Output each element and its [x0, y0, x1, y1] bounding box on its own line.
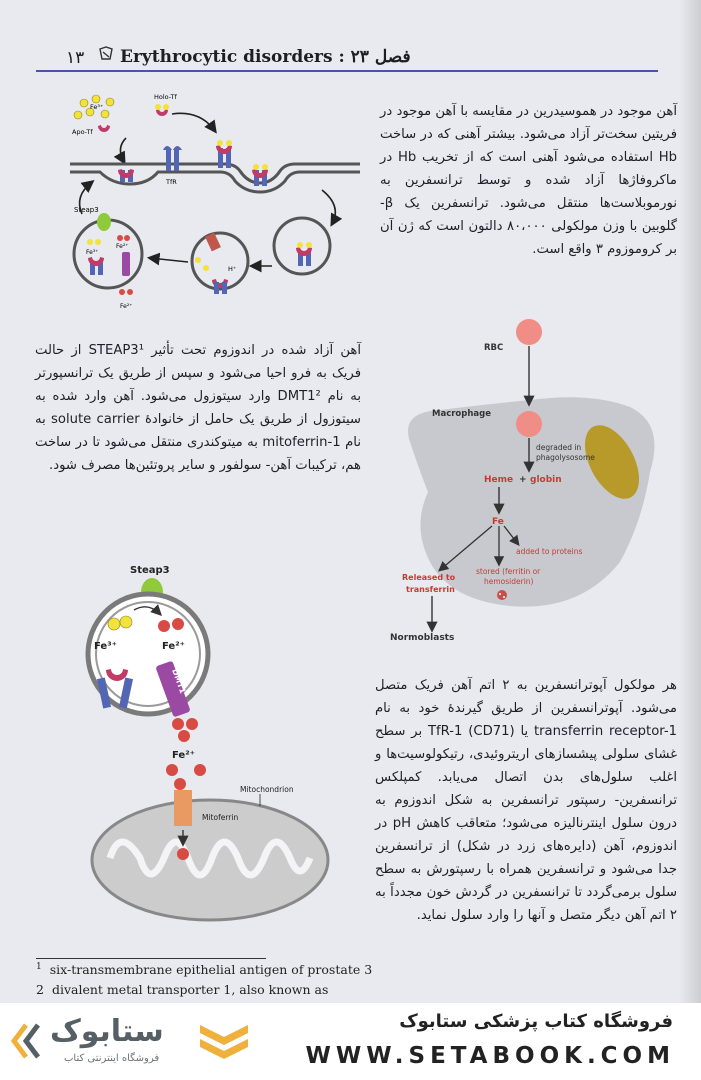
heme-label: Heme — [484, 475, 514, 485]
page-title: Erythrocytic disorders : فصل ۲۳ — [120, 47, 411, 67]
footnote-2 — [36, 982, 328, 997]
stored-label-2: hemosiderin) — [484, 577, 534, 586]
footnote-1-text: six-transmembrane epithelial antigen of prostate 3 — [49, 962, 373, 978]
macrophage-iron-figure — [380, 312, 680, 662]
normoblasts-label: Normoblasts — [390, 633, 455, 643]
mito-bound-iron — [166, 764, 206, 790]
store-banner — [0, 1003, 701, 1080]
holo-tf-icon — [155, 104, 169, 116]
footnote-rule — [36, 958, 266, 959]
cell-membrane-inner — [70, 172, 360, 192]
endosome-fe3-label: Fe³⁺ — [94, 641, 117, 652]
setabook-brand-icon — [8, 1021, 52, 1061]
degraded-label: degraded in — [536, 443, 582, 452]
free-iron-label: Fe³⁺ — [90, 103, 104, 111]
transferrin-cycle-figure — [60, 86, 370, 316]
mitochondrial-import-figure — [60, 558, 370, 928]
footnote-1 — [36, 962, 372, 977]
released-fe2-label: Fe²⁺ — [120, 303, 133, 310]
plus-label: + — [519, 475, 527, 485]
rbc-label: RBC — [484, 343, 504, 353]
footnote-2-number: 2 — [36, 982, 44, 997]
paragraph-transferrin-receptor: هر مولکول آپوترانسفرین به ۲ اتم آهن فریک متصل می‌شود. آپوترانسفرین از طریق گیرندهٔ خود به نام transferrin receptor-1 یا TfR-1 (CD71) بر سطح غشای سلولی پیشسازهای اریتروئیدی، رتیکولوسیت‌ها و اغلب سلول‌های بدن اتصال می‌یابد. کمپلکس ترانسفرین- رسپتور ترانسفرین به شکل اندوزوم به درون سلول اینترنالیزه می‌شود؛ متعاقب کاهش pH در اندوزوم، آهن (دایره‌های زرد در شکل) از ترانسفرین جدا می‌شود و ترانسفرین همراه با رسپتورش به سطح سلول برمی‌گردد تا ترانسفرین در گردش خون مجدداً به ۲ اتم آهن دیگر متصل و آنها را وارد سلول نماید. — [375, 678, 677, 923]
phagocytosed-rbc — [516, 411, 542, 437]
proton-label: H⁺ — [228, 265, 237, 273]
released-ferrous-iron — [119, 289, 133, 295]
apo-tf-label: Apo-Tf — [72, 128, 93, 136]
cycle-arrow-3 — [150, 258, 188, 262]
footnote-1-number: 1 — [36, 962, 42, 972]
endosome-fe3-label: Fe³⁺ — [86, 249, 99, 256]
paragraph-steap3: آهن آزاد شده در اندوزوم تحت تأثیر STEAP3¹ از حالت فریک به فرو احیا می‌شود و سپس از طریق یک ترانسپورتر به نام DMT1² وارد سیتوزول می‌شود. آهن وارد شده به سیتوزول از طریق یک حامل از خانوادهٔ solute carrier به نام mitoferrin-1 به میتوکندری منتقل می‌شود تا در ساخت هم، ترکیبات آهن- سولفور و سایر پروتئین‌ها مصرف شود. — [35, 343, 362, 473]
rbc-circle — [516, 319, 542, 345]
endosome-steap3 — [74, 220, 142, 288]
steap3-label: Steap3 — [74, 206, 99, 214]
cycle-arrow-1 — [322, 190, 335, 224]
steap3-protein — [97, 213, 111, 231]
cytosol-fe2-label: Fe²⁺ — [172, 750, 195, 761]
tfr-label: TfR — [166, 178, 177, 186]
logo-subtitle: فروشگاه اینترنتی کتاب — [64, 1053, 160, 1064]
macrophage-label: Macrophage — [432, 409, 491, 419]
publisher-logo-icon — [98, 46, 114, 62]
holo-tf-label: Holo-Tf — [154, 93, 177, 101]
released-label-1: Released to — [402, 573, 456, 582]
phagolysosome-label: phagolysosome — [536, 453, 595, 462]
released-label-2: transferrin — [406, 585, 455, 594]
globin-label: globin — [530, 475, 562, 485]
mitoferrin-channel — [174, 790, 192, 826]
header-rule — [36, 70, 658, 72]
steap3-heading: Steap3 — [130, 565, 170, 576]
page-header — [36, 40, 658, 74]
matrix-iron — [177, 848, 189, 860]
apo-tf-icon — [98, 125, 110, 132]
dmt1-label: DMT1 — [170, 667, 188, 695]
page-edge-shadow — [679, 0, 701, 1003]
release-arrow — [120, 138, 126, 162]
added-proteins-label: added to proteins — [516, 547, 583, 556]
book-stack-icon[interactable] — [196, 1019, 252, 1067]
endosome-acidic-cargo — [296, 242, 312, 266]
store-name: فروشگاه کتاب پزشکی ستابوک — [399, 1011, 673, 1032]
ferritin-granules — [497, 590, 507, 600]
fe-label: Fe — [492, 517, 504, 527]
paragraph-hemosiderin: آهن موجود در هموسیدرین در مقایسه با آهن موجود در فریتین سخت‌تر آزاد می‌شود. بیشتر آهنی که در ساخت Hb استفاده می‌شود آهنی است که از تخریب Hb در ماکروفاژها آزاد شده و توسط ترانسفرین به نورموبلاست‌ها منتقل می‌شود. ترانسفرین یک β- گلوبین با وزن مولکولی ۸۰،۰۰۰ دالتون است که ژن آن بر کروموزوم ۳ واقع است. — [380, 104, 678, 257]
mitoferrin-label: Mitoferrin — [202, 813, 239, 822]
returning-receptor — [118, 169, 134, 182]
endosome-fe2-label: Fe²⁺ — [162, 641, 185, 652]
cytosolic-ferrous-iron — [172, 718, 198, 742]
binding-arrow — [172, 113, 215, 131]
logo-wordmark: ستابوک — [50, 1014, 164, 1049]
store-website-link[interactable]: WWW.SETABOOK.COM — [305, 1043, 675, 1069]
mitochondrion-label: Mitochondrion — [240, 785, 294, 794]
endosome-fe2-label: Fe²⁺ — [116, 243, 129, 250]
stored-label-1: stored (ferritin or — [476, 567, 541, 576]
page-number: ١٣ — [66, 48, 85, 68]
footnote-2-text: divalent metal transporter 1, also known as — [51, 982, 329, 997]
tfr-receptor — [163, 146, 182, 171]
